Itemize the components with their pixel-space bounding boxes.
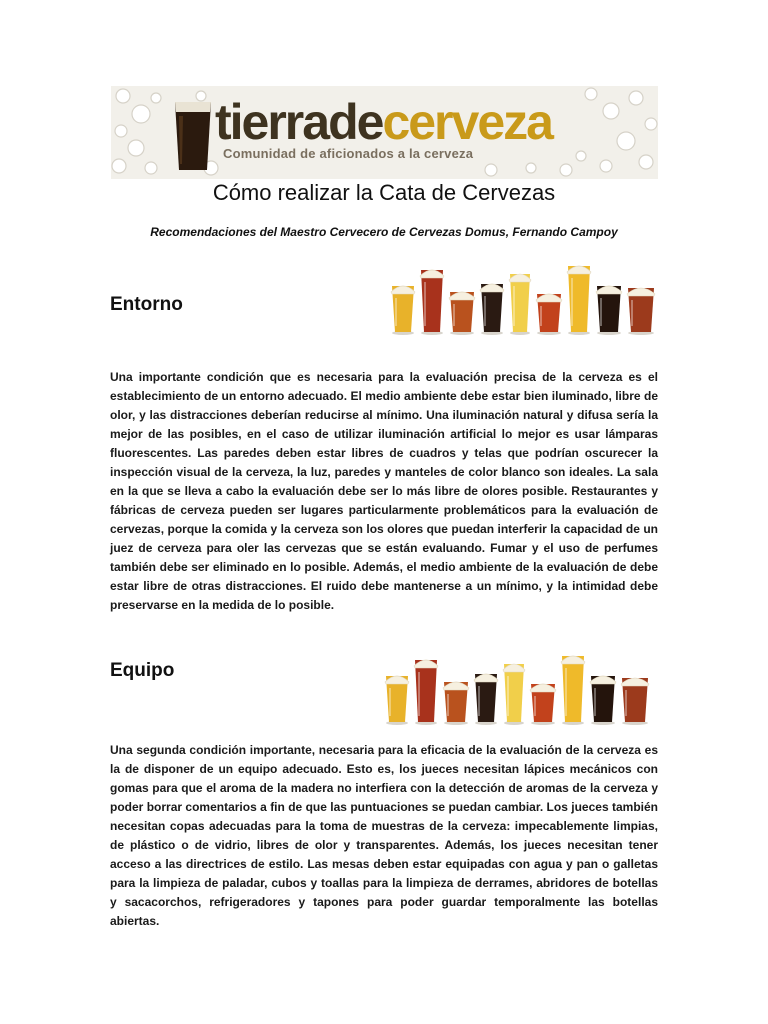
section-heading-equipo: Equipo bbox=[110, 660, 175, 681]
logo-part-cerveza: cerveza bbox=[382, 94, 552, 150]
beer-glass-icon bbox=[420, 270, 444, 335]
page-subtitle: Recomendaciones del Maestro Cervecero de Cervezas Domus, Fernando Campoy bbox=[150, 225, 618, 239]
beer-glass-icon bbox=[443, 682, 469, 725]
page-title: Cómo realizar la Cata de Cervezas bbox=[212, 180, 556, 205]
beer-glass-icon bbox=[385, 676, 409, 725]
beer-glass-icon bbox=[509, 274, 531, 335]
beer-glass-icon bbox=[414, 660, 438, 725]
header-banner bbox=[111, 86, 658, 179]
beer-glass-icon bbox=[530, 684, 556, 725]
beer-glasses-image bbox=[382, 654, 650, 726]
section-heading-entorno: Entorno bbox=[110, 294, 183, 315]
beer-glass-icon bbox=[627, 288, 655, 335]
beer-glass-icon bbox=[567, 266, 591, 335]
logo-tagline: Comunidad de aficionados a la cerveza bbox=[223, 146, 474, 161]
beer-glass-icon bbox=[474, 674, 498, 725]
beer-glass-icon bbox=[596, 286, 622, 335]
beer-glass-icon bbox=[536, 294, 562, 335]
logo-part-tierrade: tierrade bbox=[215, 94, 383, 150]
beer-glass-icon bbox=[449, 292, 475, 335]
beer-glasses-image bbox=[388, 264, 656, 336]
beer-glass-icon bbox=[391, 286, 415, 335]
beer-glass-icon bbox=[503, 664, 525, 725]
beer-glass-icon bbox=[590, 676, 616, 725]
section-paragraph-entorno: Una importante condición que es necesaria para la evaluación precisa de la cerveza es el establecimiento de un entorno adecuado. El medio ambiente debe estar bien iluminado, libre de olor, y las distracciones deberían reducirse al mínimo. Una iluminación natural y difusa sería la mejor de las posibles, en el caso de utilizar iluminación artificial lo mejor es usar lámparas fluorescentes. Las paredes deben estar libres de cuadros y telas que podrían oscurecer la inspección visual de la cerveza, la luz, paredes y manteles de color blanco son ideales. La sala en la que se lleva a cabo la evaluación debe ser lo más libre de olores posible. Restaurantes y fábricas de cerveza pueden ser lugares particularmente problemáticos para la evaluación de cervezas, porque la comida y la cerveza son los olores que puedan interferir la capacidad de un juez de cerveza para oler las cervezas que se están evaluando. Fumar y el uso de perfumes también debe ser eliminado en lo posible. Además, el medio ambiente de la evaluación de debe estar libre de otras distracciones. El ruido debe mantenerse a un mínimo, y la intimidad debe preservarse en la medida de lo posible. bbox=[110, 370, 658, 612]
logo-wordmark bbox=[215, 94, 552, 150]
beer-glass-icon bbox=[480, 284, 504, 335]
beer-glass-icon bbox=[561, 656, 585, 725]
section-paragraph-equipo: Una segunda condición importante, necesaria para la eficacia de la evaluación de la cerveza es la de disponer de un equipo adecuado. Esto es, los jueces necesitan lápices mecánicos con gomas para que el aroma de la madera no interfiera con la detección de aromas de la cerveza y poder borrar comentarios a fin de que las puntuaciones se puedan cambiar. Los jueces también necesitan copas adecuadas para la toma de muestras de la cerveza: impecablemente limpias, de plástico o de vidrio, libres de olor y transparentes. Además, los jueces necesitan tener acceso a las directrices de estilo. Las mesas deben estar equipadas con agua y pan o galletas para la limpieza de paladar, cubos y toallas para la limpieza de derrames, abridores de botellas y sacacorchos, refrigeradores y tapones para poder guardar temporalmente las botellas abiertas. bbox=[110, 743, 658, 928]
beer-glass-icon bbox=[621, 678, 649, 725]
beer-glass-icon bbox=[171, 94, 215, 174]
